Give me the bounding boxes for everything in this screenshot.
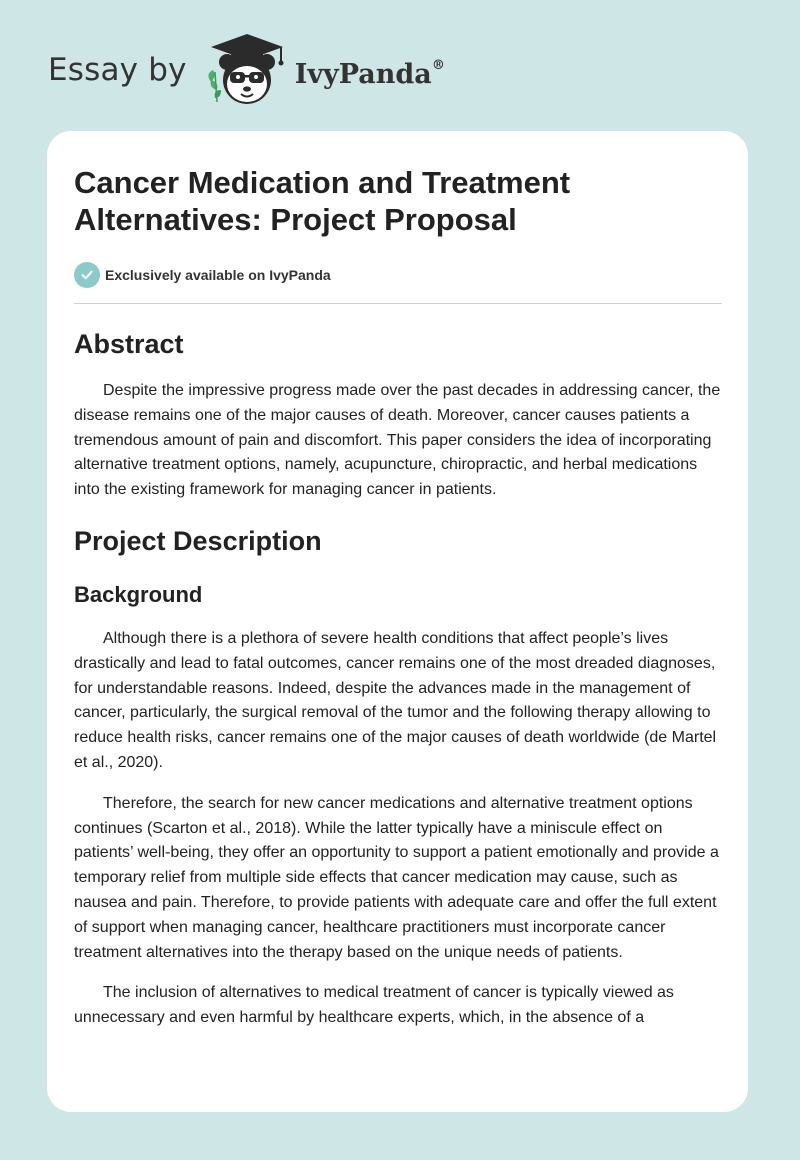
divider: [74, 303, 722, 304]
background-paragraph-2: Therefore, the search for new cancer medications and alternative treatment options continues (Scarton et al., 2018). While the latter typically have a miniscule effect on patients’ well-being, they offer an opportunity to support a patient emotionally and provide a temporary relief from multiple side effects that cancer medication may cause, such as nausea and pain. Therefore, to provide patients with adequate care and offer the full extent of support when managing cancer, healthcare practitioners must incorporate cancer treatment alternatives into the therapy based on the unique needs of patients.: [74, 794, 719, 961]
project-description-heading: Project Description: [74, 525, 322, 556]
abstract-paragraph: Despite the impressive progress made over the past decades in addressing cancer, the disease remains one of the major causes of death. Moreover, cancer causes patients a tremendous amount of pain and discomfort. This paper considers the idea of incorporating alternative treatment options, namely, acupuncture, chiropractic, and herbal medications into the existing framework for managing cancer in patients.: [74, 382, 721, 499]
checkmark-icon: [74, 262, 100, 288]
essay-by-label: Essay by: [48, 52, 187, 88]
site-header: [48, 30, 445, 110]
background-paragraph-3: The inclusion of alternatives to medical treatment of cancer is typically viewed as unnecessary and even harmful by healthcare experts, which, in the absence of a: [74, 984, 674, 1027]
brand-name: IvyPanda®: [294, 57, 445, 90]
panda-graduate-icon: [201, 28, 289, 113]
background-heading: Background: [74, 581, 203, 607]
registered-mark: ®: [431, 57, 445, 73]
essay-body: [74, 327, 722, 1031]
exclusive-label: Exclusively available on IvyPanda: [105, 267, 331, 283]
ivypanda-logo[interactable]: [201, 28, 445, 113]
essay-card: [47, 131, 748, 1112]
background-paragraph-1: Although there is a plethora of severe health conditions that affect people’s lives drastically and lead to fatal outcomes, cancer remains one of the most dreaded diagnoses, for understandable reasons. Indeed, despite the advances made in the management of cancer, particularly, the surgical removal of the tumor and the following therapy allowing to reduce health risks, cancer remains one of the major causes of death worldwide (de Martel et al., 2020).: [74, 629, 717, 771]
abstract-heading: Abstract: [74, 329, 184, 359]
exclusive-badge: [74, 262, 331, 288]
page-title: Cancer Medication and Treatment Alternatives: Project Proposal: [74, 165, 571, 237]
